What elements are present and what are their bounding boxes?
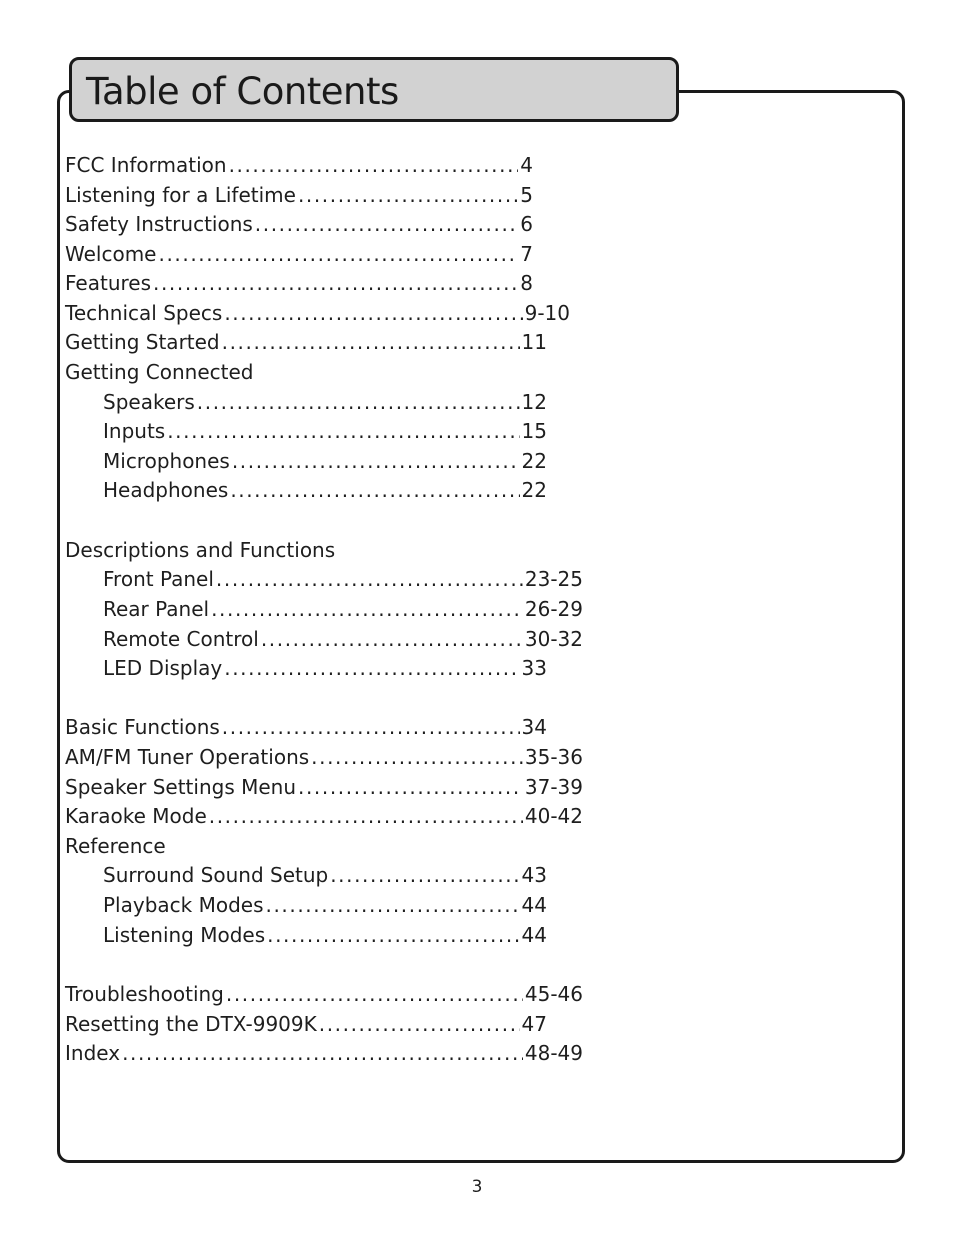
toc-entry-page: 9-10 xyxy=(524,301,570,325)
toc-entry[interactable] xyxy=(65,151,533,180)
toc-entry[interactable] xyxy=(103,861,547,890)
toc-entry[interactable] xyxy=(65,181,533,210)
toc-entry[interactable] xyxy=(103,447,547,476)
toc-entry-page: 4 xyxy=(520,153,533,177)
toc-entry-page: 23-25 xyxy=(524,567,583,591)
toc-entry-label: LED Display xyxy=(103,656,223,680)
toc-entry-page: 5 xyxy=(520,183,533,207)
toc-entry-page: 44 xyxy=(521,923,547,947)
dot-leader xyxy=(158,240,518,269)
dot-leader xyxy=(167,417,519,446)
toc-entry-label: Speakers xyxy=(103,390,195,414)
toc-entry-label: Index xyxy=(65,1041,121,1065)
dot-leader xyxy=(267,921,519,950)
toc-entry[interactable] xyxy=(65,980,583,1009)
toc-entry-label: Surround Sound Setup xyxy=(103,863,329,887)
toc-entry[interactable] xyxy=(103,921,547,950)
toc-entry-page: 11 xyxy=(521,330,547,354)
toc-entry-page: 40-42 xyxy=(524,804,583,828)
toc-entry-page: 26-29 xyxy=(524,597,583,621)
toc-entry-page: 48-49 xyxy=(524,1041,583,1065)
toc-entry[interactable] xyxy=(65,328,547,357)
dot-leader xyxy=(229,151,519,180)
toc-entry-page: 43 xyxy=(521,863,547,887)
dot-leader xyxy=(209,802,523,831)
dot-leader xyxy=(311,743,523,772)
toc-entry-page: 6 xyxy=(520,212,533,236)
toc-entry-label: AM/FM Tuner Operations xyxy=(65,745,310,769)
toc-entry-label: Getting Started xyxy=(65,330,220,354)
toc-entry-label: Rear Panel xyxy=(103,597,210,621)
toc-entry[interactable] xyxy=(65,299,570,328)
dot-leader xyxy=(298,773,523,802)
toc-entry[interactable] xyxy=(65,210,533,239)
toc-entry-label: FCC Information xyxy=(65,153,227,177)
toc-entry[interactable] xyxy=(65,773,583,802)
toc-entry[interactable] xyxy=(103,891,547,920)
toc-entry[interactable] xyxy=(65,802,583,831)
toc-entry-page: 7 xyxy=(520,242,533,266)
toc-entry[interactable] xyxy=(65,713,547,742)
toc-entry-label: Resetting the DTX-9909K xyxy=(65,1012,317,1036)
toc-entry[interactable] xyxy=(103,625,583,654)
toc-entry-label: Inputs xyxy=(103,419,166,443)
toc-section-heading[interactable] xyxy=(65,832,166,861)
toc-entry[interactable] xyxy=(103,417,547,446)
toc-entry-label: Troubleshooting xyxy=(65,982,224,1006)
dot-leader xyxy=(211,595,523,624)
toc-entry-label: Headphones xyxy=(103,478,229,502)
toc-entry-page: 15 xyxy=(521,419,547,443)
dot-leader xyxy=(330,861,519,890)
dot-leader xyxy=(216,565,523,594)
toc-entry-label: Features xyxy=(65,271,151,295)
dot-leader xyxy=(224,654,519,683)
dot-leader xyxy=(230,476,519,505)
toc-entry-page: 34 xyxy=(521,715,547,739)
toc-entry-page: 12 xyxy=(521,390,547,414)
toc-entry-label: Technical Specs xyxy=(65,301,223,325)
toc-entry-label: Karaoke Mode xyxy=(65,804,207,828)
toc-entry-label: Listening for a Lifetime xyxy=(65,183,296,207)
dot-leader xyxy=(222,713,520,742)
toc-entry-page: 22 xyxy=(521,449,547,473)
dot-leader xyxy=(319,1010,520,1039)
dot-leader xyxy=(122,1039,523,1068)
toc-entry-label: Descriptions and Functions xyxy=(65,538,336,562)
toc-entry[interactable] xyxy=(65,240,533,269)
toc-entry-page: 35-36 xyxy=(524,745,583,769)
toc-entry-label: Safety Instructions xyxy=(65,212,253,236)
page-title: Table of Contents xyxy=(86,70,399,113)
dot-leader xyxy=(232,447,520,476)
dot-leader xyxy=(197,388,520,417)
toc-entry-label: Reference xyxy=(65,834,166,858)
toc-entry-page: 33 xyxy=(521,656,547,680)
dot-leader xyxy=(266,891,520,920)
toc-entry[interactable] xyxy=(65,1039,583,1068)
toc-entry-label: Remote Control xyxy=(103,627,259,651)
title-tab xyxy=(69,57,679,122)
dot-leader xyxy=(261,625,523,654)
toc-entry[interactable] xyxy=(65,1010,547,1039)
toc-entry[interactable] xyxy=(103,654,547,683)
dot-leader xyxy=(298,181,518,210)
toc-entry-label: Front Panel xyxy=(103,567,214,591)
toc-entry-page: 47 xyxy=(521,1012,547,1036)
toc-entry[interactable] xyxy=(65,743,583,772)
toc-entry-page: 22 xyxy=(521,478,547,502)
toc-entry-page: 37-39 xyxy=(524,775,583,799)
dot-leader xyxy=(153,269,518,298)
dot-leader xyxy=(226,980,523,1009)
toc-entry[interactable] xyxy=(103,388,547,417)
toc-entry-page: 45-46 xyxy=(524,982,583,1006)
toc-entry-page: 8 xyxy=(520,271,533,295)
toc-entry-page: 30-32 xyxy=(524,627,583,651)
toc-entry[interactable] xyxy=(103,565,583,594)
toc-section-heading[interactable] xyxy=(65,536,335,565)
toc-entry-label: Listening Modes xyxy=(103,923,266,947)
page-number: 3 xyxy=(471,1177,483,1197)
toc-entry[interactable] xyxy=(103,595,583,624)
dot-leader xyxy=(255,210,518,239)
toc-entry[interactable] xyxy=(65,269,533,298)
dot-leader xyxy=(222,328,520,357)
toc-entry-label: Playback Modes xyxy=(103,893,264,917)
toc-section-heading[interactable] xyxy=(65,358,253,387)
toc-entry-page: 44 xyxy=(521,893,547,917)
toc-entry-label: Getting Connected xyxy=(65,360,254,384)
toc-entry-label: Speaker Settings Menu xyxy=(65,775,297,799)
toc-entry-label: Basic Functions xyxy=(65,715,220,739)
toc-entry-label: Microphones xyxy=(103,449,230,473)
toc-entry[interactable] xyxy=(103,476,547,505)
dot-leader xyxy=(224,299,522,328)
toc-entry-label: Welcome xyxy=(65,242,157,266)
